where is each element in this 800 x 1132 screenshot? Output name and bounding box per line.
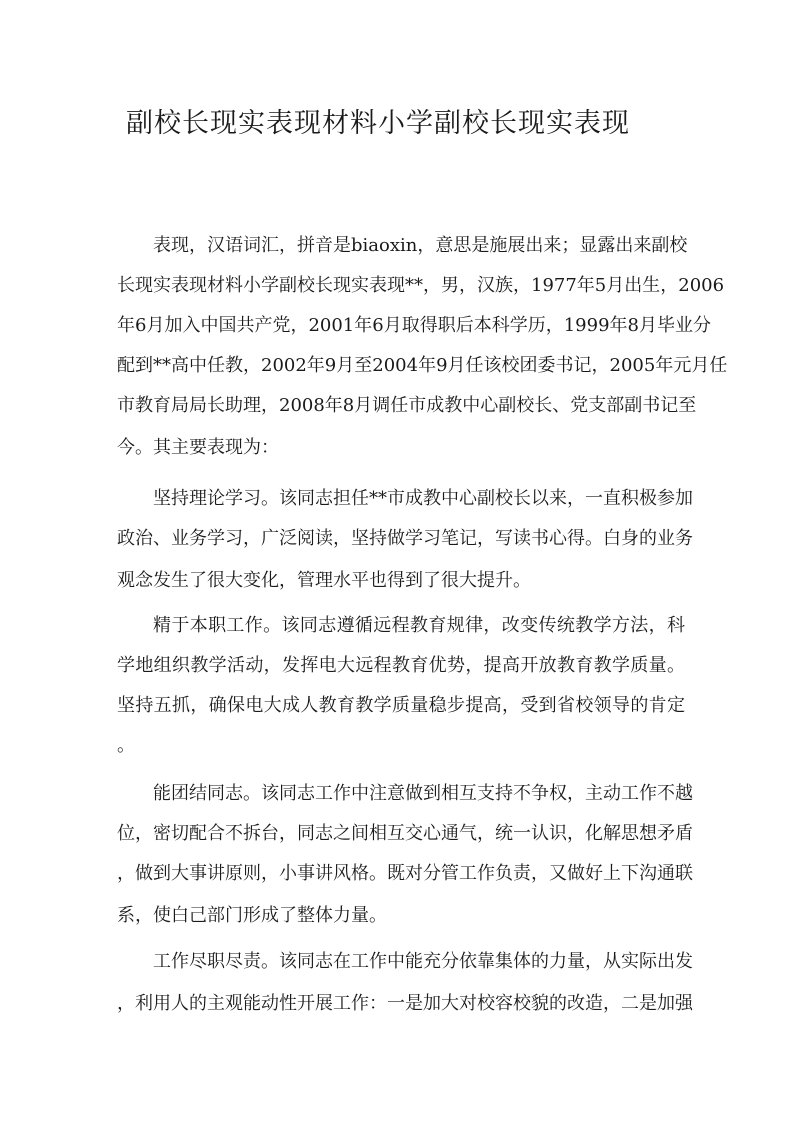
paragraph-3-line-4: 。: [117, 735, 135, 756]
paragraph-2-line-2: 政治、业务学习，广泛阅读，坚持做学习笔记，写读书心得。白身的业务: [117, 528, 693, 549]
paragraph-4-line-2: 位，密切配合不拆台，同志之间相互交心通气，统一认识，化解思想矛盾: [117, 823, 693, 844]
paragraph-5-line-2: ，利用人的主观能动性开展工作：一是加大对校容校貌的改造，二是加强: [117, 993, 693, 1014]
document-title: 副校长现实表现材料小学副校长现实表现: [126, 108, 630, 139]
paragraph-1-line-1: 表现，汉语词汇，拼音是biaoxin，意思是施展出来；显露出来副校: [153, 235, 688, 256]
paragraph-1-line-6: 今。其主要表现为：: [117, 437, 279, 458]
paragraph-2-line-3: 观念发生了很大变化，管理水平也得到了很大提升。: [117, 570, 531, 591]
paragraph-3-line-3: 坚持五抓，确保电大成人教育教学质量稳步提高，受到省校领导的肯定: [117, 695, 685, 716]
paragraph-1-line-5: 市教育局局长助理，2008年8月调任市成教中心副校长、党支部副书记至: [117, 395, 697, 416]
paragraph-3-line-1: 精于本职工作。该同志遵循远程教育规律，改变传统教学方法，科: [153, 615, 685, 636]
paragraph-4-line-1: 能团结同志。该同志工作中注意做到相互支持不争权，主动工作不越: [153, 783, 693, 804]
paragraph-1-line-3: 年6月加入中国共产党，2001年6月取得职后本科学历，1999年8月毕业分: [117, 315, 711, 336]
paragraph-4-line-4: 系，使白己部门形成了整体力量。: [117, 905, 387, 926]
paragraph-1-line-2: 长现实表现材料小学副校长现实表现**，男，汉族，1977年5月出生，2006: [117, 275, 725, 296]
paragraph-1-line-4: 配到**高中任教，2002年9月至2004年9月任该校团委书记，2005年元月任: [117, 355, 728, 376]
paragraph-3-line-2: 学地组织教学活动，发挥电大远程教育优势，提高开放教育教学质量。: [117, 655, 685, 676]
paragraph-4-line-3: ，做到大事讲原则，小事讲风格。既对分管工作负责，又做好上下沟通联: [117, 863, 693, 884]
paragraph-5-line-1: 工作尽职尽责。该同志在工作中能充分依靠集体的力量，从实际出发: [153, 951, 693, 972]
paragraph-2-line-1: 坚持理论学习。该同志担任**市成教中心副校长以来，一直积极参加: [153, 488, 693, 509]
